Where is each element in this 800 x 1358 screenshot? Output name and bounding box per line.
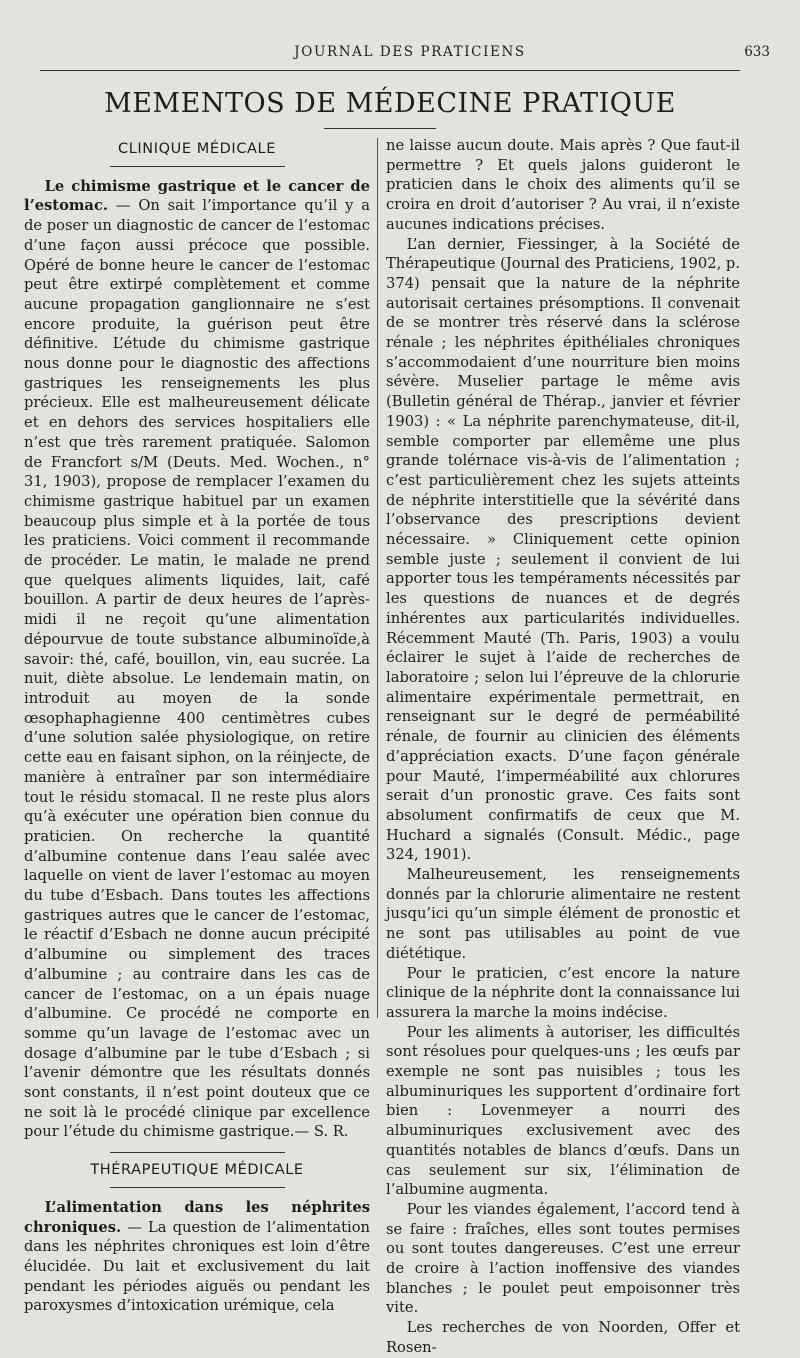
running-head [40,44,780,68]
header-rule [40,70,740,71]
page-number: 633 [744,44,770,60]
article-lead: L’alimentation dans les néphrites chroniques. [24,1198,370,1236]
rubric-clinique-medicale: CLINIQUE MÉDICALE [118,141,276,157]
article-chimisme-gastrique [24,177,370,1142]
article-lead: Le chimisme gastrique et le cancer de l’estomac. [24,177,370,215]
article-nephrites [24,1198,370,1316]
article-body: — La question de l’alimentation dans les néphrites chroniques est loin d’être élucidée. Du lait et exclusivement du lait pendant les périodes aiguës ou pendant les paroxysmes d’intoxication urémique, cela [24,1218,370,1315]
paragraph: Les recherches de von Noorden, Offer et Rosen- [386,1319,740,1356]
journal-title: JOURNAL DES PRATICIENS [294,44,526,60]
right-column [386,136,740,1358]
title-rule [324,128,436,129]
rubric-therapeutique-medicale: THÉRAPEUTIQUE MÉDICALE [90,1162,304,1179]
page-title: MEMENTOS DE MÉDECINE PRATIQUE [104,88,676,119]
paragraph: Pour le praticien, c’est encore la nature clinique de la néphrite dont la connaissance lui assurera la marche la moins indécise. [386,964,740,1021]
left-column [24,140,370,1316]
rubric-rule [110,1187,285,1188]
paragraph: L’an dernier, Fiessinger, à la Société de Thérapeutique (Journal des Praticiens, 1902, p. 374) pensait que la nature de la néphrite autorisait certaines présomptions. Il convenait de se montrer très réservé dans la sclérose rénale ; les néphrites épithéliales chroniques s’accommodaient d’une nourriture bien moins sévère. Muselier partage le même avis (Bulletin général de Thérap., janvier et février 1903) : « La néphrite parenchymateuse, dit-il, semble comporter par ellemême une plus grande tolérnace vis-à-vis de l’alimentation ; c’est particulièrement chez les sujets atteints de néphrite interstitielle que la sévérité dans l’observance des prescriptions devient nécessaire. » Cliniquement cette opinion semble juste ; seulement il convient de lui apporter tous les tempéraments nécessités par les questions de nuances et de degrés inhérentes aux particularités individuelles. Récemment Mauté (Th. Paris, 1903) a voulu éclairer le sujet à l’aide de recherches de laboratoire ; selon lui l’épreuve de la chlorurie alimentaire expérimentale permettrait, en renseignant sur le degré de perméabilité rénale, de fournir au clinicien des éléments d’appréciation exacts. D’une façon générale pour Mauté, l’imperméabilité aux chlorures serait d’un pronostic grave. Ces faits sont absolument confirmatifs de ceux que M. Huchard a signalés (Consult. Médic., page 324, 1901). [386,235,740,864]
paragraph: Malheureusement, les renseignements donnés par la chlorurie alimentaire ne restent jusqu’ici qu’un simple élément de pronostic et ne sont pas utilisables au point de vue diététique. [386,866,740,962]
column-divider [377,138,378,1018]
paragraph: ne laisse aucun doute. Mais après ? Que faut-il permettre ? Et quels jalons guideront le praticien dans le choix des aliments qu’il se croira en droit d’autoriser ? Au vrai, il n’existe aucunes indications précises. [386,137,740,233]
article-body: — On sait l’importance qu’il y a de poser un diagnostic de cancer de l’estomac d’une façon aussi précoce que possible. Opéré de bonne heure le cancer de l’estomac peut être extirpé complètement et comme aucune propagation ganglionnaire ne s’est encore produite, la guérison peut être définitive. L’étude du chimisme gastrique nous donne pour le diagnostic des affections gastriques les renseignements les plus précieux. Elle est malheureusement délicate et en dehors des services hospitaliers elle n’est que très rarement pratiquée. Salomon de Francfort s/M (Deuts. Med. Wochen., n° 31, 1903), propose de remplacer l’examen du chimisme gastrique habituel par un examen beaucoup plus simple et à la portée de tous les praticiens. Voici comment il recommande de procéder. Le matin, le malade ne prend que quelques aliments liquides, lait, café bouillon. A partir de deux heures de l’après-midi il ne reçoit qu’une alimentation dépourvue de toute substance albuminoïde,à savoir: thé, café, bouillon, vin, eau sucrée. La nuit, diète absolue. Le lendemain matin, on introduit au moyen de la sonde œsophaphagienne 400 centimètres cubes d’une solution salée physiologique, on retire cette eau en faisant siphon, on la réinjecte, de manière à entraîner par son intermédiaire tout le résidu stomacal. Il ne reste plus alors qu’à exécuter une opération bien connue du praticien. On recherche la quantité d’albumine contenue dans l’eau salée avec laquelle on vient de laver l’estomac au moyen du tube d’Esbach. Dans toutes les affections gastriques autres que le cancer de l’estomac, le réactif d’Esbach ne donne aucun précipité d’albumine ou simplement des traces d’albumine ; au contraire dans les cas de cancer de l’estomac, on a un épais nuage d’albumine. Ce procédé ne comporte en somme qu’un lavage de l’estomac avec un dosage d’albumine par le tube d’Esbach ; si l’avenir démontre que les résultats donnés sont constants, il n’est point douteux que ce ne soit là le procédé clinique par excellence pour l’étude du chimisme gastrique.— S. R. [24,197,370,1141]
paragraph: Pour les aliments à autoriser, les difficultés sont résolues pour quelques-uns ; les œufs par exemple ne sont pas nuisibles ; tous les albuminuriques les supportent d’ordinaire fort bien : Lovenmeyer a nourri des albuminuriques exclusivement avec des quantités notables de blancs d’œufs. Dans un cas seulement sur six, l’élimination de l’albumine augmenta. [386,1023,740,1199]
rubric-rule [110,166,285,167]
paragraph: Pour les viandes également, l’accord tend à se faire : fraîches, elles sont toutes permises ou sont toutes dangereuses. C’est une erreur de croire à l’action inoffensive des viandes blanches ; le poulet peut empoisonner très vite. [386,1200,740,1317]
rubric-rule [110,1152,285,1153]
